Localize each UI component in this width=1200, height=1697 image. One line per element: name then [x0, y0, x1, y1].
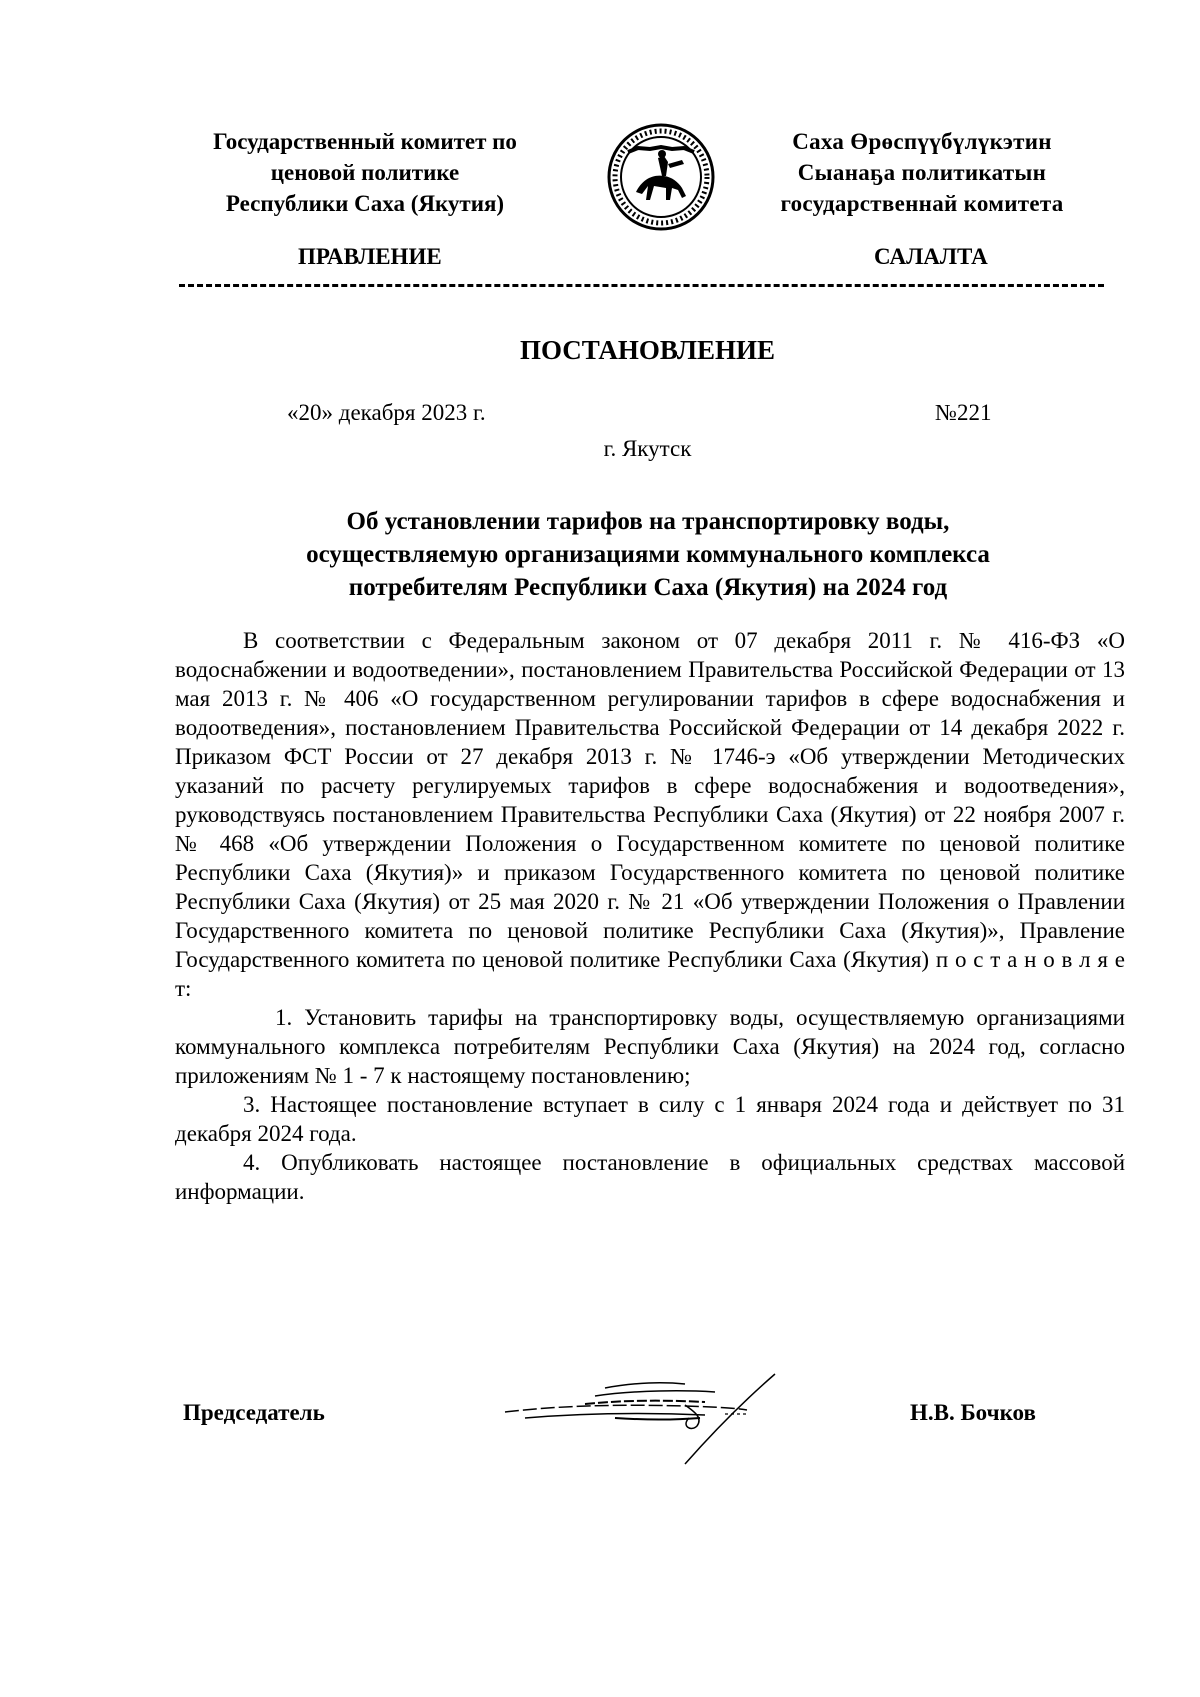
document-title [175, 505, 1121, 604]
handwritten-signature [485, 1360, 795, 1470]
preamble-paragraph: В соответствии с Федеральным законом от 07 декабря 2011 г. № 416-ФЗ «О водоснабжении и водоотведении», постановлением Правительства Российской Федерации от 13 мая 2013 г. № 406 «О государственном регулировании тарифов в сфере водоснабжения и водоотведения», постановлением Правительства Российской Федерации от 14 декабря 2022 г. Приказом ФСТ России от 27 декабря 2013 г. № 1746-э «Об утверждении Методических указаний по расчету регулируемых тарифов в сфере водоснабжения и водоотведения», руководствуясь постановлением Правительства Республики Саха (Якутия) от 22 ноября 2007 г. № 468 «Об утверждении Положения о Государственном комитете по ценовой политике Республики Саха (Якутия)» и приказом Государственного комитета по ценовой политике Республики Саха (Якутия) от 25 мая 2020 г. № 21 «Об утверждении Положения о Правлении Государственного комитета по ценовой политике Республики Саха (Якутия)», Правление Государственного комитета по ценовой политике Республики Саха (Якутия) п о с т а н о в л я е т: [175, 628, 1125, 1001]
document-number: №221 [935, 400, 992, 425]
title-line: осуществляемую организациями коммунального комплекса [306, 541, 990, 568]
clause-3: 3. Настоящее постановление вступает в силу с 1 января 2024 года и действует по 31 декабря 2024 года. [175, 1092, 1125, 1146]
header-divider [179, 284, 1104, 287]
signatory-role: Председатель [183, 1400, 325, 1425]
board-label-russian: ПРАВЛЕНИЕ [298, 244, 442, 269]
issuer-line: Сыанаҕа политикатын [797, 160, 1047, 185]
title-line: Об установлении тарифов на транспортировку воды, [346, 508, 950, 535]
clause-4: 4. Опубликовать настоящее постановление в официальных средствах массовой информации. [175, 1150, 1125, 1204]
issuer-line: Саха Өрөспүүбүлүкэтин [792, 129, 1052, 154]
board-label-sakha: САЛАЛТА [874, 244, 988, 269]
signatory-name: Н.В. Бочков [910, 1400, 1036, 1425]
document-type: ПОСТАНОВЛЕНИЕ [519, 335, 776, 365]
document-city: г. Якутск [603, 436, 692, 461]
document-date: «20» декабря 2023 г. [287, 400, 486, 425]
republic-emblem-icon [606, 122, 716, 232]
issuer-name-sakha [722, 126, 1122, 219]
issuer-name-russian [165, 126, 565, 219]
issuer-line: Республики Саха (Якутия) [225, 191, 505, 216]
issuer-line: ценовой политике [270, 160, 460, 185]
document-body [175, 626, 1125, 1206]
issuer-line: государственнай комитета [780, 191, 1064, 216]
title-line: потребителям Республики Саха (Якутия) на 2024 год [348, 574, 948, 601]
issuer-line: Государственный комитет по [213, 129, 517, 154]
clause-1: 1. Установить тарифы на транспортировку воды, осуществляемую организациями коммунального комплекса потребителям Республики Саха (Якутия) на 2024 год, согласно приложениям № 1 - 7 к настоящему постановлению; [175, 1005, 1125, 1088]
